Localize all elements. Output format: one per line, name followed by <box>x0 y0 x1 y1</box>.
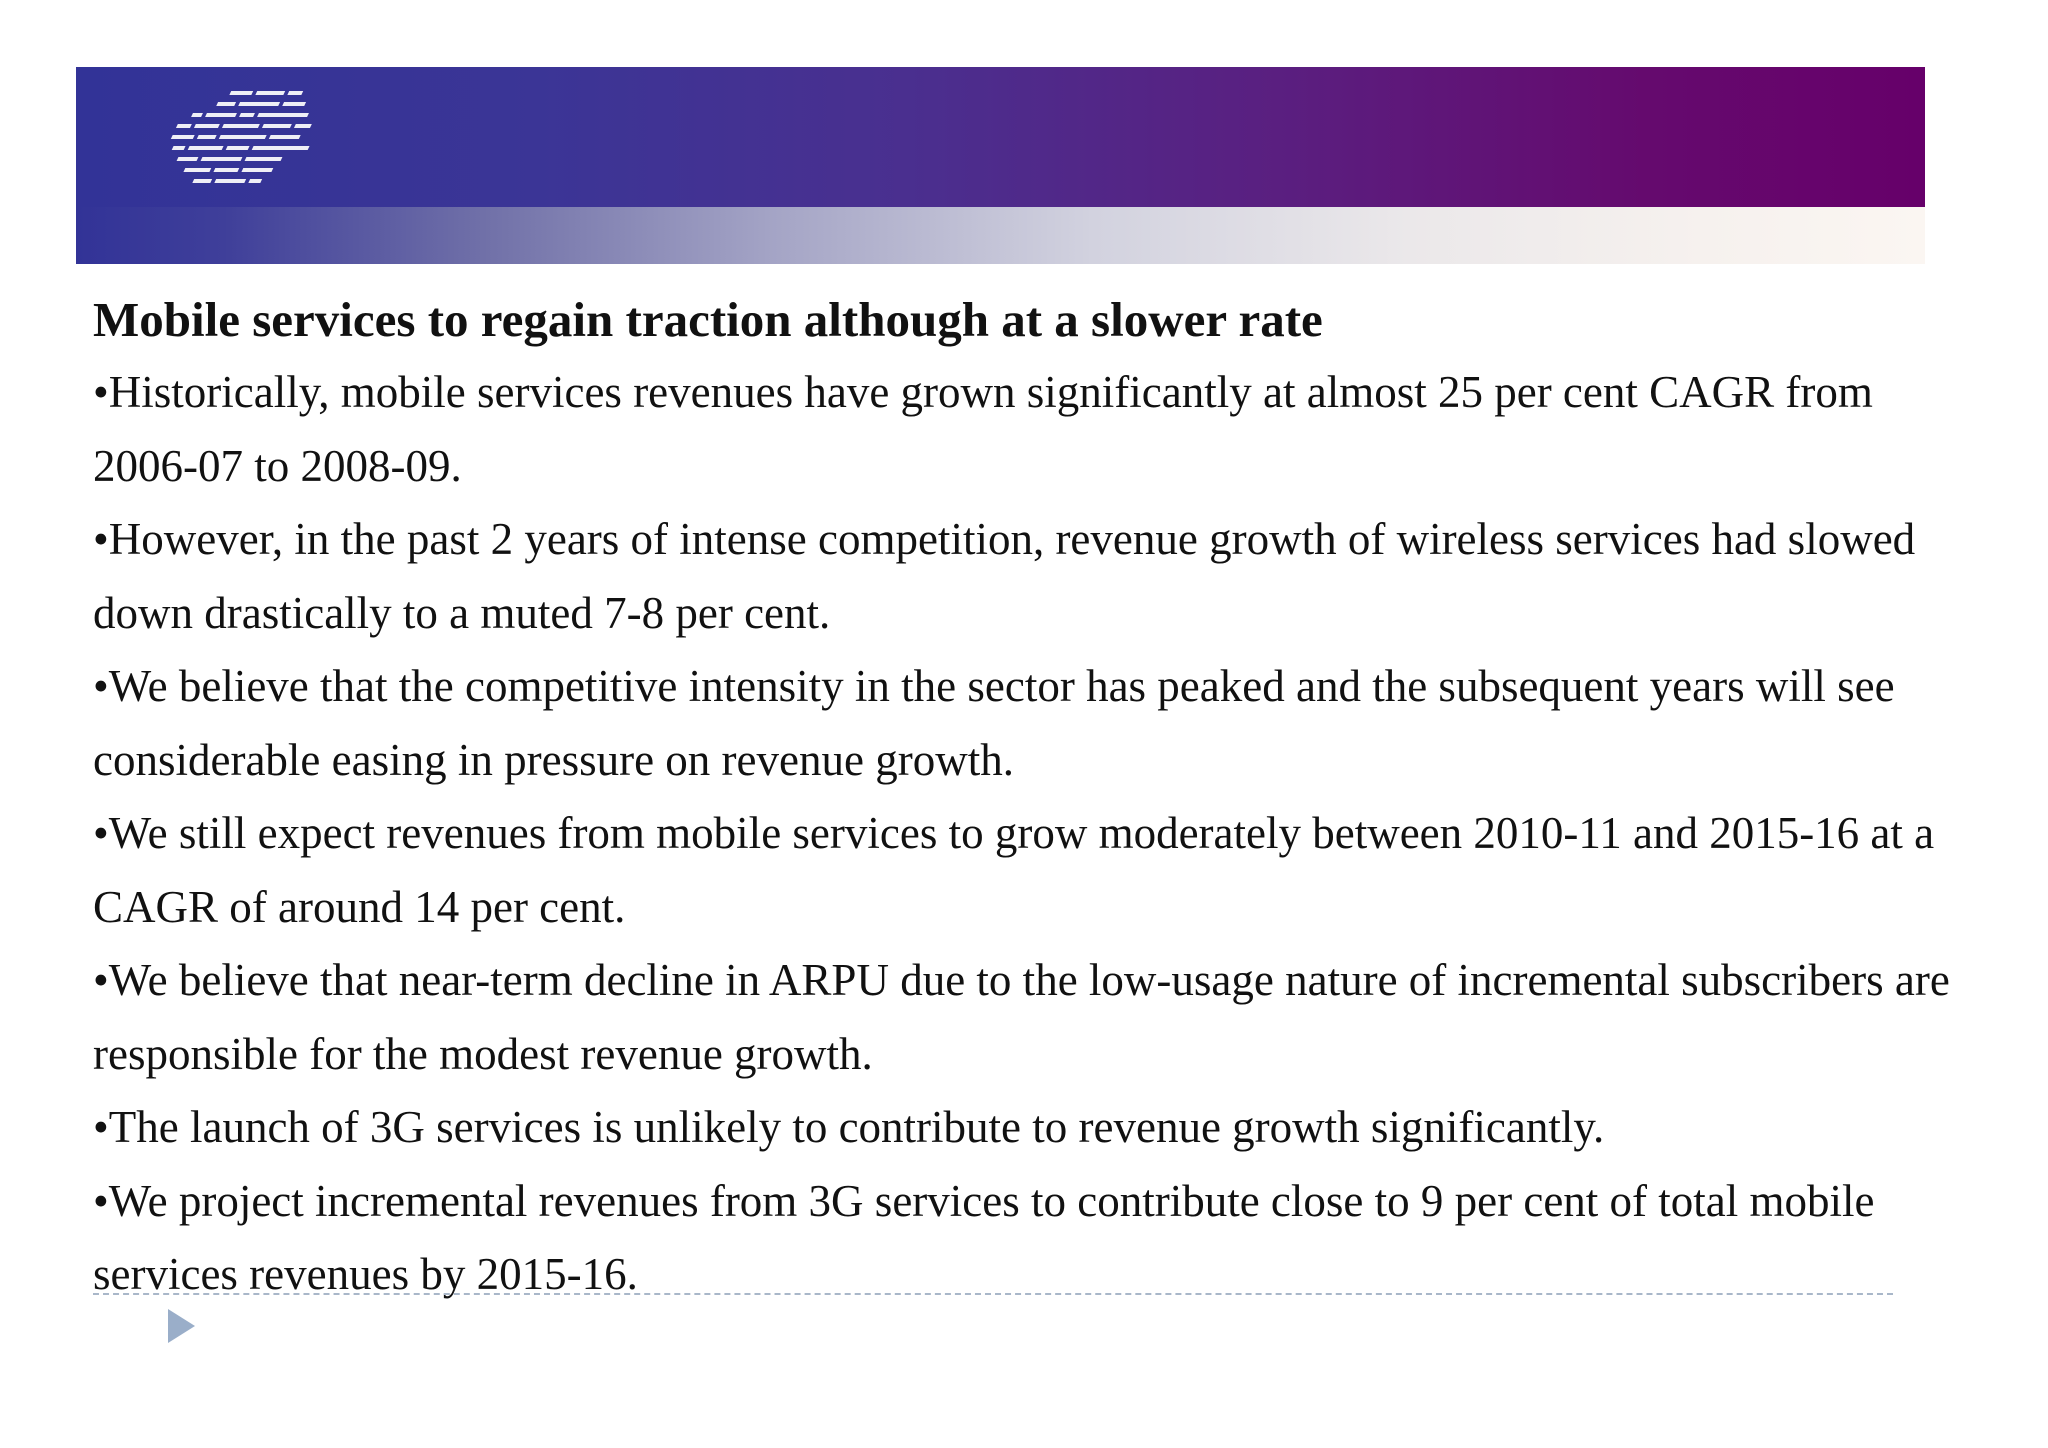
slide-heading: Mobile services to regain traction although at a slower rate <box>93 292 1323 347</box>
striped-globe-logo-icon <box>104 85 344 195</box>
play-arrow-icon <box>168 1309 195 1343</box>
bullet-item: •We believe that near-term decline in ARPU due to the low-usage nature of incremental subscribers are responsible for the modest revenue growth. <box>93 955 1950 1079</box>
bullet-item: •We believe that the competitive intensity in the sector has peaked and the subsequent years will see considerable easing in pressure on revenue growth. <box>93 661 1895 785</box>
bullet-item: •We project incremental revenues from 3G services to contribute close to 9 per cent of total mobile services revenues by 2015-16. <box>93 1175 1875 1299</box>
bullet-item: •However, in the past 2 years of intense competition, revenue growth of wireless services had slowed down drastically to a muted 7-8 per cent. <box>93 514 1916 638</box>
bullet-item: •We still expect revenues from mobile services to grow moderately between 2010-11 and 2015-16 at a CAGR of around 14 per cent. <box>93 808 1935 932</box>
slide-content <box>93 290 1993 1312</box>
banner-gradient-bottom <box>76 207 1925 264</box>
bullet-item: •The launch of 3G services is unlikely to contribute to revenue growth significantly. <box>93 1102 1605 1152</box>
header-banner <box>76 67 1925 264</box>
footer-divider <box>93 1293 1893 1295</box>
bullet-item: •Historically, mobile services revenues have grown significantly at almost 25 per cent CAGR from 2006-07 to 2008-09. <box>93 367 1873 491</box>
banner-gradient-top <box>76 67 1925 207</box>
